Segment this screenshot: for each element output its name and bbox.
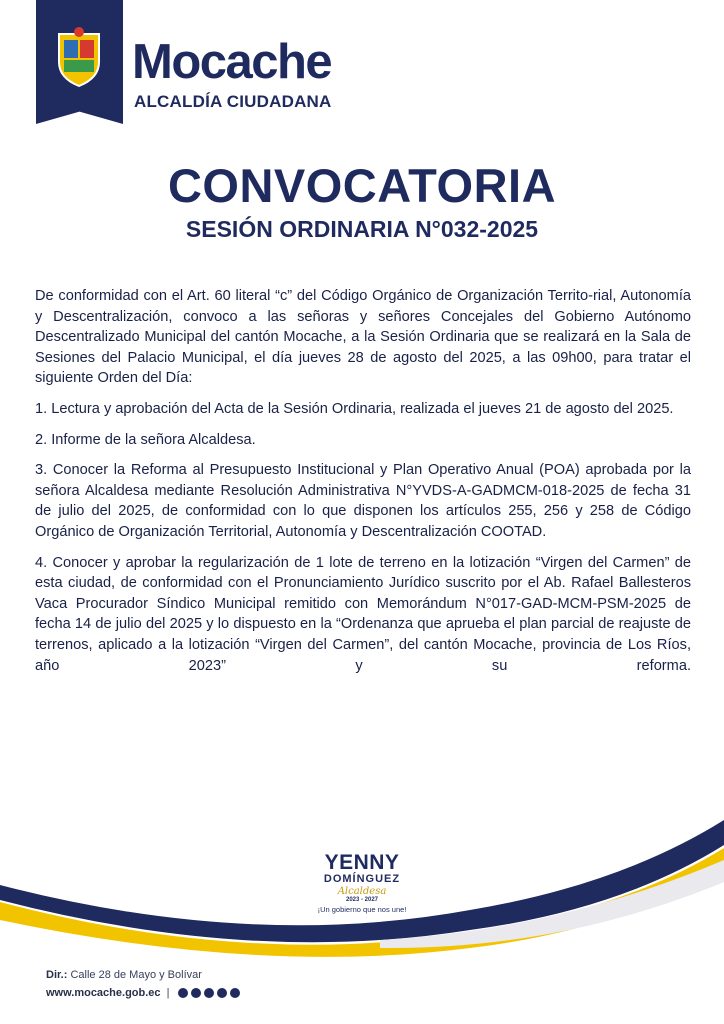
website-link[interactable]: www.mocache.gob.ec: [46, 987, 161, 999]
twitter-icon[interactable]: [204, 988, 214, 998]
address-text: Calle 28 de Mayo y Bolívar: [70, 969, 202, 981]
municipal-seal-icon: [54, 26, 104, 88]
footer: [46, 966, 240, 1002]
intro-paragraph: De conformidad con el Art. 60 literal “c” del Código Orgánico de Organización Territo-rial, Autonomía y Descentralización, convoco a las señoras y señores Concejales del Gobierno Autónomo Descentralizado Municipal del cantón Mocache, a la Sesión Ordinaria que se realizará en la Sala de Sesiones del Palacio Municipal, el día jueves 28 de agosto del 2025, a las 09h00, para tratar el siguiente Orden del Día:: [35, 288, 691, 387]
logo-years: 2023 - 2027: [345, 897, 379, 904]
page-title: CONVOCATORIA: [167, 159, 557, 212]
social-icons: [178, 988, 240, 998]
agenda-item-1: 1. Lectura y aprobación del Acta de la Sesión Ordinaria, realizada el jueves 21 de agosto del 2025.: [35, 400, 674, 417]
logo-line-3: Alcaldesa: [337, 886, 387, 898]
logo-line-1: YENNY: [324, 851, 400, 874]
brand-name: Mocache: [132, 35, 332, 89]
agenda-item-3: 3. Conocer la Reforma al Presupuesto Institucional y Plan Operativo Anual (POA) aprobada por la señora Alcaldesa mediante Resolución Administrativa N°YVDS-A-GADMCM-018-2025 de fecha 31 de julio del 2025, de conformidad con lo que disponen los artículos 255, 256 y 258 de Código Orgánico de Organización Territorial, Autonomía y Descentralización COOTAD.: [35, 462, 691, 540]
youtube-icon[interactable]: [191, 988, 201, 998]
mayor-logo: [300, 852, 424, 914]
instagram-icon[interactable]: [217, 988, 227, 998]
brand-subtitle: ALCALDÍA CIUDADANA: [134, 92, 332, 111]
logo-slogan: ¡Un gobierno que nos une!: [317, 905, 407, 915]
page-subtitle: SESIÓN ORDINARIA N°032-2025: [185, 216, 539, 242]
facebook-icon[interactable]: [178, 988, 188, 998]
agenda-item-4: 4. Conocer y aprobar la regularización de 1 lote de terreno en la lotización “Virgen del Carmen” de esta ciudad, de conformidad con el Pronunciamiento Jurídico suscrito por el Ab. Rafael Ballesteros Vaca Procurador Síndico Municipal remitido con Memorándum N°017-GAD-MCM-PSM-2025 de fecha 14 de julio del 2025 y lo dispuesto en la “Ordenanza que aprueba el plan parcial de reajuste de terrenos, aplicado a la lotización “Virgen del Carmen”, del cantón Mocache, provincia de Los Ríos, año 2023” y su reforma.: [35, 554, 691, 674]
tiktok-icon[interactable]: [230, 988, 240, 998]
footer-web-line: [46, 984, 240, 1002]
agenda-item-2: 2. Informe de la señora Alcaldesa.: [35, 431, 256, 448]
footer-address-line: [46, 966, 240, 984]
footer-separator: |: [166, 987, 170, 999]
logo-line-2: DOMÍNGUEZ: [323, 873, 401, 885]
address-label: Dir.:: [46, 969, 68, 981]
document-body: [35, 286, 691, 686]
